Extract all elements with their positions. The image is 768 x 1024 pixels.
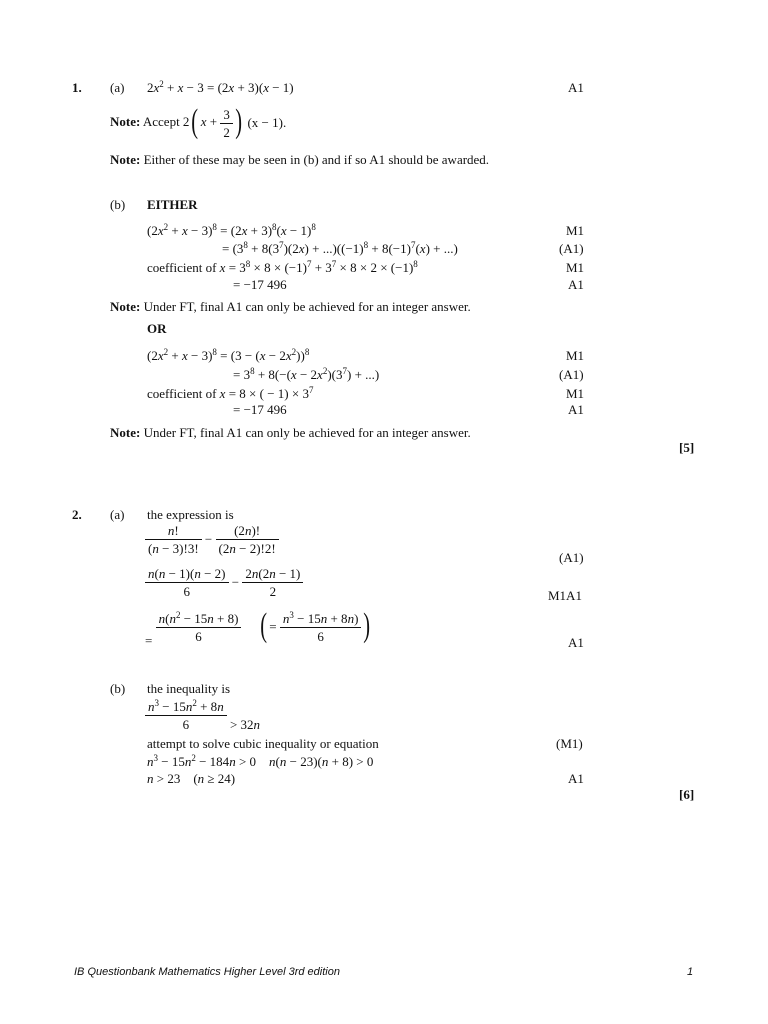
- mark: M1A1: [548, 588, 582, 603]
- either-result: = −17 496: [233, 277, 287, 292]
- note-label: Note:: [110, 152, 141, 167]
- mark: A1: [568, 635, 584, 650]
- or-line-1: $(2x^2 + x - 3)^8 = (3 - (x - 2x^2))^8$: [147, 347, 310, 363]
- mark: (A1): [559, 550, 584, 565]
- attempt-text: attempt to solve cubic inequality or equation: [147, 736, 379, 751]
- part-a-label: (a): [110, 80, 125, 95]
- or-line-3: coefficient of x = 8 × ( − $1) \times 3^7$: [147, 385, 314, 401]
- expression-intro: the expression is: [147, 507, 234, 522]
- mark: M1: [566, 260, 585, 275]
- expression-step-3: = $\frac{n(n^2 - 15n + 8)}{6}$ ( = $\frac{n^3 - 15n + 8n)}{6}$ ): [145, 607, 371, 648]
- inequality-intro: the inequality is: [147, 681, 231, 696]
- mark: A1: [568, 402, 584, 417]
- either-heading: EITHER: [147, 197, 198, 212]
- either-line-3: coefficient of $x = 3^8 \times 8 \times (-1)^7 + 3^7 \times 8 \times 2 \times (-1)^8$: [147, 259, 418, 275]
- note-3: [110, 299, 471, 315]
- part-a-label: (a): [110, 507, 125, 522]
- note-label: Note:: [110, 425, 141, 440]
- left-paren: (: [191, 103, 199, 140]
- mark: M1: [566, 223, 585, 238]
- mark: A1: [568, 277, 584, 292]
- mark: (A1): [559, 367, 584, 382]
- right-paren: ): [235, 103, 242, 140]
- question-2-total: [6]: [679, 787, 695, 802]
- note-label: Note:: [110, 299, 141, 314]
- note-tail: (x − 1).: [247, 115, 287, 130]
- page-number: 1: [687, 966, 694, 978]
- mark: M1: [566, 348, 585, 363]
- fraction: $\frac{3}{2}$: [220, 106, 233, 141]
- question-1-total: [5]: [679, 440, 695, 455]
- part-b-label: (b): [110, 681, 126, 696]
- mark: (A1): [559, 241, 584, 256]
- either-line-2: = $(3^8 + 8(3^7)(2x) + ...)((-1)^8 + 8(-1)^7(x)$ + ...): [222, 240, 458, 256]
- mark: A1: [568, 80, 584, 95]
- note-2: [110, 152, 489, 168]
- expression-step-2: $\frac{n(n - 1)(n - 2)}{6}$ − $\frac{2n(2n - 1)}{2}$: [145, 565, 303, 600]
- note-text: Either of these may be seen in (b) and if so A1 should be awarded.: [143, 152, 490, 167]
- mark: M1: [566, 386, 585, 401]
- or-line-2: = $3^8 + 8(-(x - 2x^2)(3^7)$ + ...): [233, 366, 380, 382]
- note-1: Note: Accept 2( x + $\frac{3}{2}$ ) (x − 1).: [110, 103, 287, 140]
- note-text: Under FT, final A1 can only be achieved for an integer answer.: [143, 299, 471, 314]
- inequality: $\frac{n^3 - 15n^2 + 8n}{6}$ > 32n: [145, 698, 260, 733]
- note-text: Under FT, final A1 can only be achieved for an integer answer.: [143, 425, 471, 440]
- footer-title: IB Questionbank Mathematics Higher Level 3rd edition: [74, 966, 340, 978]
- factorisation: $2x^2 + x - 3 = (2x + 3)(x - 1)$: [147, 79, 294, 95]
- expression-step-1: $\frac{n!}{(n - 3)!3!}$ − $\frac{(2n)!}{(2n - 2)!2!}$: [145, 522, 279, 557]
- mark: A1: [568, 771, 584, 786]
- or-heading: OR: [147, 321, 167, 336]
- or-result: = −17 496: [233, 402, 287, 417]
- note-label: Note:: [110, 113, 141, 129]
- question-1-number: 1.: [72, 80, 82, 95]
- either-line-1: $(2x^2 + x - 3)^8 = (2x + 3)^8(x - 1)^8$: [147, 222, 316, 238]
- mark: (M1): [556, 736, 583, 751]
- final-answer: n > 23 (n ≥ 24): [147, 771, 236, 786]
- cubic-equation: $n^3 - 15n^2 - 184n > 0$ n(n − 23)(n + 8) > 0: [147, 753, 374, 769]
- note-text: Accept 2: [142, 113, 190, 129]
- note-4: [110, 425, 471, 441]
- part-b-label: (b): [110, 197, 126, 212]
- question-2-number: 2.: [72, 507, 82, 522]
